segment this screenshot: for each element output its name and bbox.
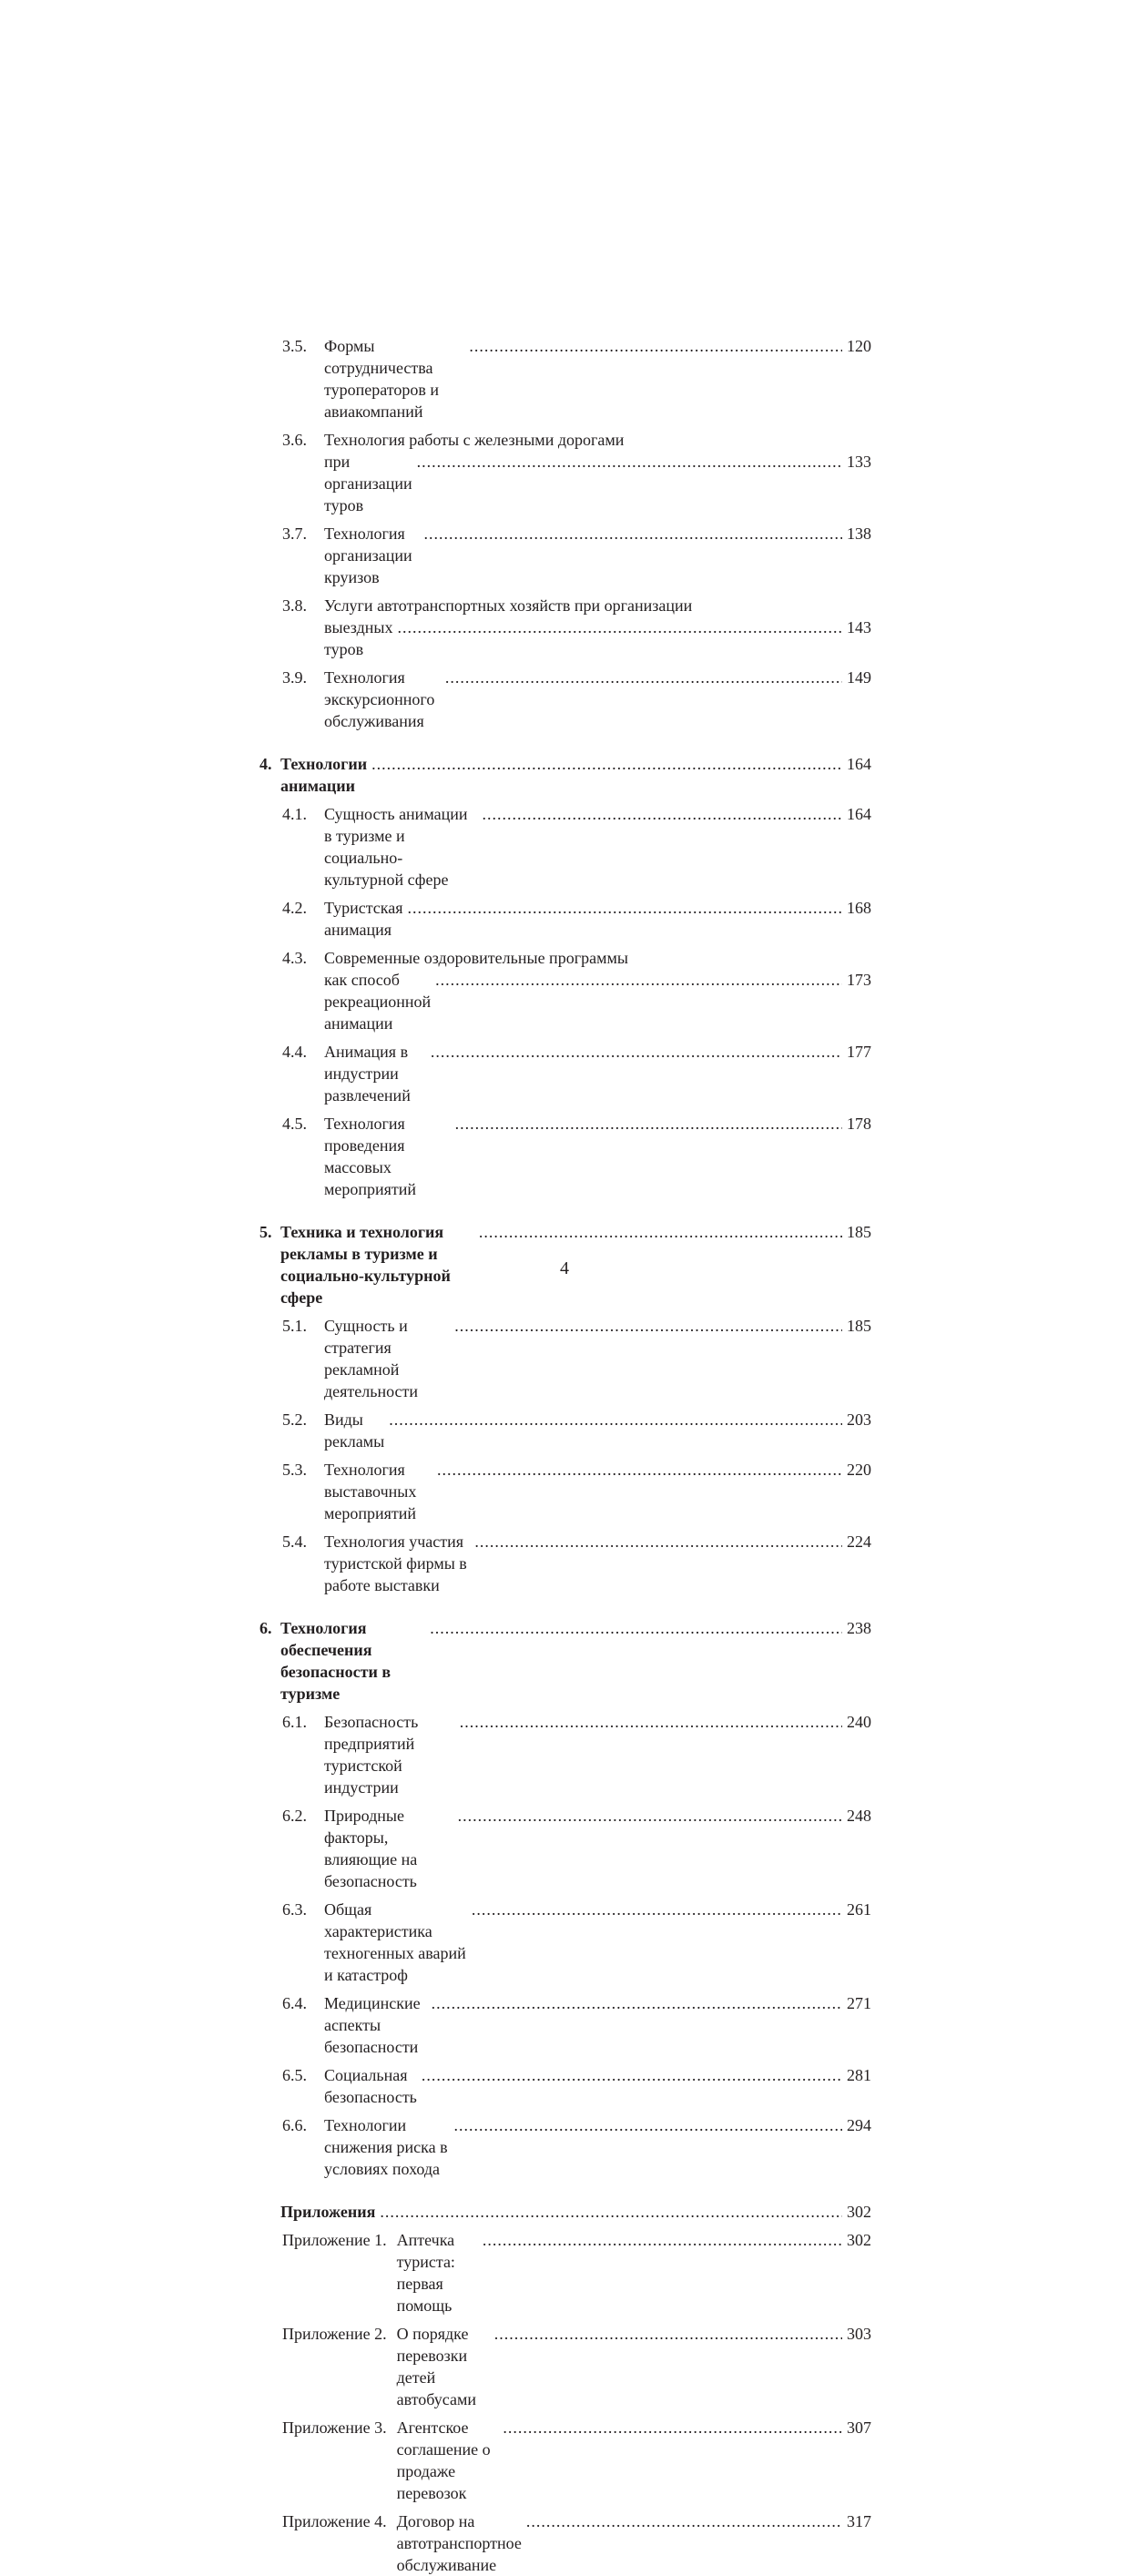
- toc-entry: [259, 1459, 871, 1524]
- toc-entry: [259, 2114, 871, 2180]
- entry-number: Приложение 2.: [282, 2325, 387, 2343]
- dot-leader: [458, 1805, 842, 1827]
- entry-title: Технология экскурсионного обслуживания: [324, 668, 435, 730]
- entry-title: Технология организации круизов: [324, 524, 412, 586]
- entry-number: Приложение 1.: [282, 2231, 387, 2249]
- toc-entry: [259, 1409, 871, 1452]
- entry-title: Договор на автотранспортное обслуживание: [396, 2512, 522, 2574]
- entry-title: Социальная безопасность: [324, 2066, 417, 2106]
- entry-title: при организации туров: [324, 453, 412, 514]
- dot-leader: [454, 1315, 842, 1337]
- entry-body: [324, 667, 871, 732]
- entry-title-first-line: Услуги автотранспортных хозяйств при организации: [324, 596, 693, 615]
- entry-title: Общая характеристика техногенных аварий и катастроф: [324, 1900, 466, 1984]
- entry-title: О порядке перевозки детей автобусами: [396, 2325, 476, 2408]
- dot-leader: [371, 753, 842, 775]
- toc-section-entry: [259, 1617, 871, 1705]
- entry-page-number: 203: [847, 1410, 871, 1429]
- entry-page-number: 261: [847, 1900, 871, 1919]
- entry-title: Виды рекламы: [324, 1410, 385, 1451]
- toc-appendix-entry: [259, 2229, 871, 2316]
- entry-title: Технология выставочных мероприятий: [324, 1461, 417, 1522]
- entry-body: [324, 1531, 871, 1596]
- dot-leader: [389, 1409, 842, 1431]
- dot-leader: [482, 803, 842, 825]
- toc-entry: [259, 1315, 871, 1402]
- entry-body: [280, 753, 871, 797]
- page-number: 4: [560, 1258, 569, 1278]
- entry-page-number: 302: [847, 2203, 871, 2221]
- toc-appendix-entry: [259, 2417, 871, 2504]
- entry-number: 4.5.: [282, 1115, 307, 1133]
- entry-page-number: 317: [847, 2512, 871, 2530]
- toc-entry: [259, 947, 871, 1034]
- entry-body: [397, 2417, 871, 2504]
- entry-page-number: 120: [847, 337, 871, 355]
- dot-leader: [431, 1041, 842, 1063]
- entry-title: как способ рекреационной анимации: [324, 971, 432, 1033]
- entry-page-number: 164: [847, 805, 871, 823]
- toc-entry: [259, 803, 871, 891]
- dot-leader: [432, 1992, 842, 2014]
- toc-entry: [259, 429, 871, 516]
- entry-title: Медицинские аспекты безопасности: [324, 1994, 421, 2056]
- entry-number: 5.1.: [282, 1317, 307, 1335]
- entry-number: 3.7.: [282, 524, 307, 543]
- entry-number: Приложение 3.: [282, 2418, 387, 2437]
- entry-number: 4.3.: [282, 949, 307, 967]
- toc-appendix-entry: [259, 2323, 871, 2410]
- entry-page-number: 271: [847, 1994, 871, 2012]
- entry-title: Туристская анимация: [324, 899, 403, 939]
- entry-page-number: 173: [847, 971, 871, 989]
- entry-number: 6.5.: [282, 2066, 307, 2084]
- entry-body: [324, 1409, 871, 1452]
- dot-leader: [397, 616, 842, 638]
- toc-section-entry: [259, 2201, 871, 2223]
- entry-page-number: 240: [847, 1713, 871, 1731]
- entry-title: Приложения: [280, 2203, 376, 2221]
- entry-body: [324, 1992, 871, 2058]
- entry-page-number: 133: [847, 453, 871, 471]
- dot-leader: [437, 1459, 842, 1481]
- entry-page-number: 185: [847, 1317, 871, 1335]
- dot-leader: [445, 667, 842, 688]
- toc-entry: [259, 667, 871, 732]
- dot-leader: [479, 1221, 842, 1243]
- entry-body: [324, 429, 871, 516]
- entry-title: Формы сотрудничества туроператоров и авиакомпаний: [324, 337, 440, 421]
- toc-entry: [259, 1805, 871, 1892]
- entry-page-number: 303: [847, 2325, 871, 2343]
- entry-page-number: 185: [847, 1223, 871, 1241]
- dot-leader: [435, 969, 842, 991]
- entry-page-number: 238: [847, 1619, 871, 1637]
- entry-number: 3.9.: [282, 668, 307, 687]
- entry-body: [324, 1113, 871, 1200]
- dot-leader: [423, 523, 842, 545]
- entry-title: Агентское соглашение о продаже перевозок: [396, 2418, 491, 2502]
- entry-number: 5.3.: [282, 1461, 307, 1479]
- entry-number: 5.4.: [282, 1532, 307, 1551]
- entry-number: 6.4.: [282, 1994, 307, 2012]
- entry-body: [324, 1711, 871, 1798]
- entry-page-number: 220: [847, 1461, 871, 1479]
- dot-leader: [526, 2510, 842, 2532]
- entry-body: [324, 1899, 871, 1986]
- entry-number: 3.8.: [282, 596, 307, 615]
- entry-body: [397, 2229, 871, 2316]
- entry-number: 5.2.: [282, 1410, 307, 1429]
- entry-number: 6.1.: [282, 1713, 307, 1731]
- entry-body: [324, 1805, 871, 1892]
- toc-appendix-entry: [259, 2510, 871, 2576]
- entry-title-first-line: Технология работы с железными дорогами: [324, 431, 625, 449]
- dot-leader: [474, 1531, 842, 1553]
- entry-body: [397, 2323, 871, 2410]
- entry-page-number: 307: [847, 2418, 871, 2437]
- entry-title: Технология участия туристской фирмы в работе выставки: [324, 1532, 467, 1594]
- entry-number: 5.: [259, 1223, 272, 1241]
- dot-leader: [494, 2323, 842, 2345]
- entry-title: Анимация в индустрии развлечений: [324, 1043, 411, 1105]
- toc-entry: [259, 897, 871, 941]
- entry-body: [324, 595, 871, 660]
- dot-leader: [417, 451, 842, 473]
- toc-entry: [259, 1531, 871, 1596]
- entry-body: [324, 947, 871, 1034]
- entry-title: Сущность анимации в туризме и социально-культурной сфере: [324, 805, 468, 889]
- entry-number: 3.5.: [282, 337, 307, 355]
- entry-body: [324, 803, 871, 891]
- dot-leader: [430, 1617, 842, 1639]
- entry-number: 4.2.: [282, 899, 307, 917]
- entry-page-number: 177: [847, 1043, 871, 1061]
- entry-page-number: 138: [847, 524, 871, 543]
- entry-number: 6.6.: [282, 2116, 307, 2134]
- entry-body: [324, 2114, 871, 2180]
- entry-page-number: 248: [847, 1807, 871, 1825]
- dot-leader: [469, 335, 842, 357]
- entry-number: 6.3.: [282, 1900, 307, 1919]
- toc-entry: [259, 1113, 871, 1200]
- entry-page-number: 164: [847, 755, 871, 773]
- entry-body: [324, 2064, 871, 2108]
- entry-number: 3.6.: [282, 431, 307, 449]
- entry-page-number: 294: [847, 2116, 871, 2134]
- dot-leader: [408, 897, 842, 919]
- toc-entry: [259, 595, 871, 660]
- entry-number: 4.4.: [282, 1043, 307, 1061]
- dot-leader: [380, 2201, 842, 2223]
- entry-body: [324, 1459, 871, 1524]
- entry-body: [324, 1315, 871, 1402]
- entry-body: [324, 523, 871, 588]
- entry-body: [397, 2510, 871, 2576]
- toc-section-entry: [259, 753, 871, 797]
- toc-entry: [259, 2064, 871, 2108]
- dot-leader: [483, 2229, 842, 2251]
- entry-page-number: 224: [847, 1532, 871, 1551]
- entry-body: [324, 897, 871, 941]
- entry-body: [280, 1617, 871, 1705]
- entry-title: Технология обеспечения безопасности в туризме: [280, 1619, 392, 1703]
- entry-title-first-line: Современные оздоровительные программы: [324, 949, 628, 967]
- dot-leader: [503, 2417, 842, 2439]
- toc-entry: [259, 523, 871, 588]
- entry-page-number: 149: [847, 668, 871, 687]
- entry-title: Технологии анимации: [280, 755, 368, 795]
- toc-entry: [259, 335, 871, 423]
- entry-number: 6.: [259, 1619, 272, 1637]
- dot-leader: [422, 2064, 842, 2086]
- table-of-contents: [259, 335, 871, 2576]
- dot-leader: [453, 2114, 842, 2136]
- toc-entry: [259, 1992, 871, 2058]
- entry-title: Техника и технология рекламы в туризме и социально-культурной сфере: [280, 1223, 451, 1307]
- toc-entry: [259, 1041, 871, 1106]
- dot-leader: [460, 1711, 842, 1733]
- entry-page-number: 143: [847, 618, 871, 636]
- entry-page-number: 168: [847, 899, 871, 917]
- entry-title: Технология проведения массовых мероприятий: [324, 1115, 417, 1198]
- entry-title: Безопасность предприятий туристской индустрии: [324, 1713, 419, 1797]
- entry-title: Технологии снижения риска в условиях похода: [324, 2116, 448, 2178]
- dot-leader: [455, 1113, 842, 1135]
- entry-body: [280, 2201, 871, 2223]
- entry-body: [324, 335, 871, 423]
- entry-title: Аптечка туриста: первая помощь: [396, 2231, 455, 2315]
- entry-title: Сущность и стратегия рекламной деятельности: [324, 1317, 419, 1400]
- entry-page-number: 281: [847, 2066, 871, 2084]
- toc-entry: [259, 1711, 871, 1798]
- entry-title: Природные факторы, влияющие на безопасность: [324, 1807, 418, 1890]
- dot-leader: [472, 1899, 842, 1920]
- entry-number: 4.: [259, 755, 272, 773]
- entry-number: 6.2.: [282, 1807, 307, 1825]
- entry-body: [324, 1041, 871, 1106]
- toc-entry: [259, 1899, 871, 1986]
- entry-page-number: 178: [847, 1115, 871, 1133]
- entry-page-number: 302: [847, 2231, 871, 2249]
- entry-number: 4.1.: [282, 805, 307, 823]
- entry-number: Приложение 4.: [282, 2512, 387, 2530]
- entry-title: выездных туров: [324, 618, 393, 658]
